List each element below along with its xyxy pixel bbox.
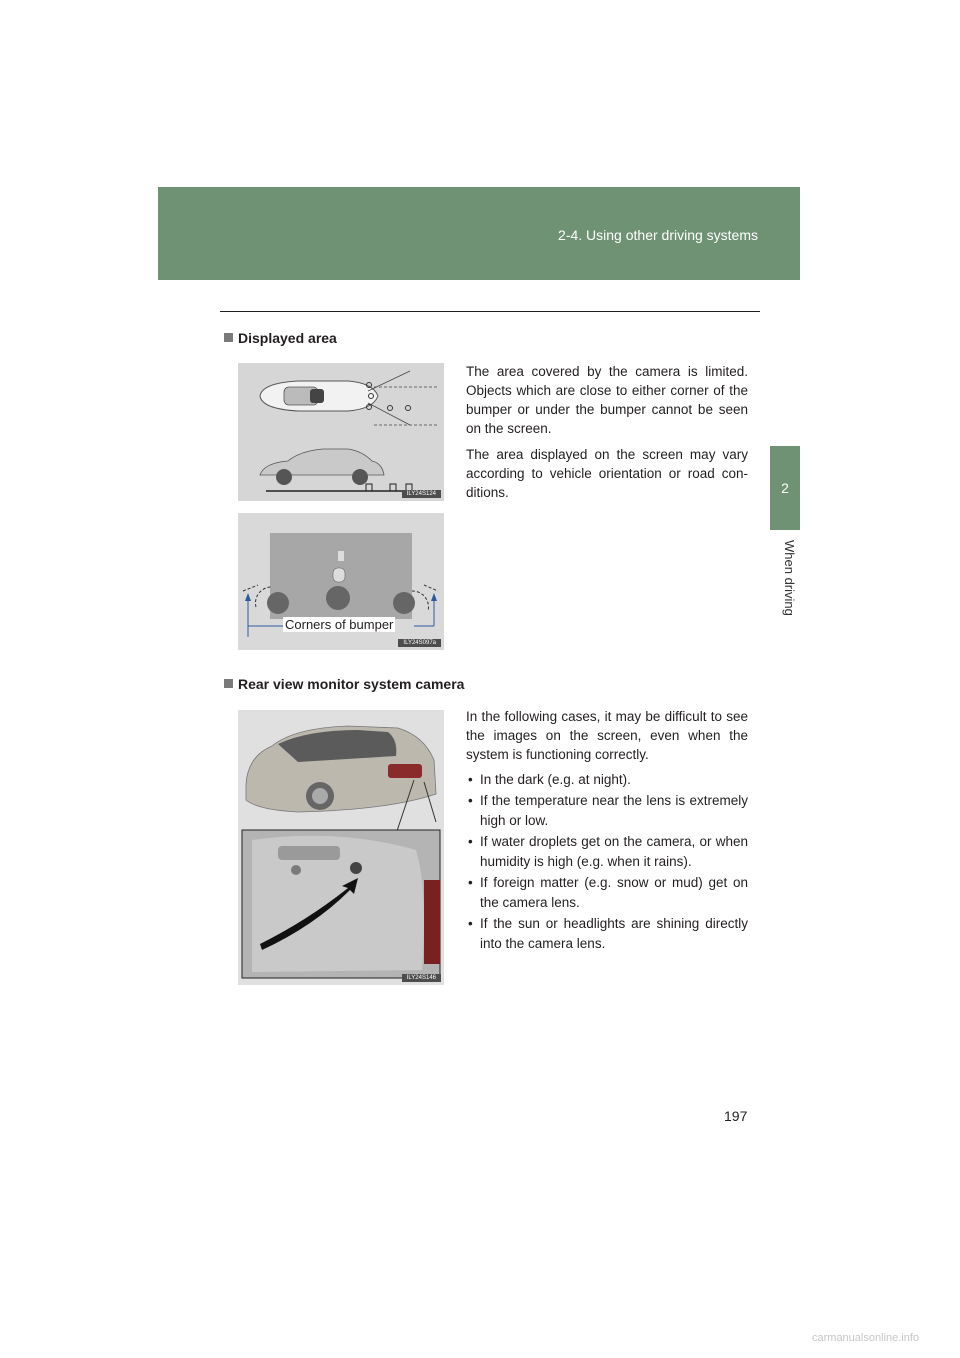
figure-displayed-area-top bbox=[238, 363, 444, 501]
heading-square-icon bbox=[224, 679, 233, 688]
displayed-area-paragraph-1: The area covered by the camera is limited. Objects which are close to either corner of the bumper or under the bumper cannot be seen on the screen. bbox=[466, 364, 748, 436]
figure-code: ILY24S097a bbox=[398, 639, 441, 647]
list-item: • In the dark (e.g. at night). bbox=[466, 770, 748, 791]
list-item: • If water droplets get on the camera, or when humidity is high (e.g. when it rains). bbox=[466, 832, 748, 873]
figure-code: ILY24S146 bbox=[402, 974, 441, 982]
figure-rear-camera bbox=[238, 710, 444, 985]
heading-rear-view-camera: Rear view monitor system camera bbox=[224, 676, 464, 692]
header-rule bbox=[220, 311, 760, 312]
page-number: 197 bbox=[724, 1108, 748, 1124]
section-title: 2-4. Using other driving systems bbox=[558, 227, 758, 243]
figure-code: ILY24S124 bbox=[402, 490, 441, 498]
header-band bbox=[158, 187, 800, 280]
heading-square-icon bbox=[224, 333, 233, 342]
callout-corners-of-bumper: Corners of bumper bbox=[285, 617, 394, 632]
watermark: carmanualsonline.info bbox=[812, 1332, 920, 1344]
heading-displayed-area: Displayed area bbox=[224, 330, 337, 346]
rear-camera-intro: In the following cases, it may be difficult to see the images on the screen, even when the system is functioning correctly. bbox=[466, 709, 748, 762]
displayed-area-paragraph-2: The area displayed on the screen may vary according to vehicle orientation or road con-ditions. bbox=[466, 447, 748, 500]
list-item: • If the sun or headlights are shining directly into the camera lens. bbox=[466, 914, 748, 955]
list-item: • If foreign matter (e.g. snow or mud) get on the camera lens. bbox=[466, 873, 748, 914]
chapter-number-tab: 2 bbox=[770, 446, 800, 530]
list-item: • If the temperature near the lens is extremely high or low. bbox=[466, 791, 748, 832]
chapter-label: When driving bbox=[782, 540, 797, 616]
rear-camera-bullets bbox=[466, 770, 748, 955]
